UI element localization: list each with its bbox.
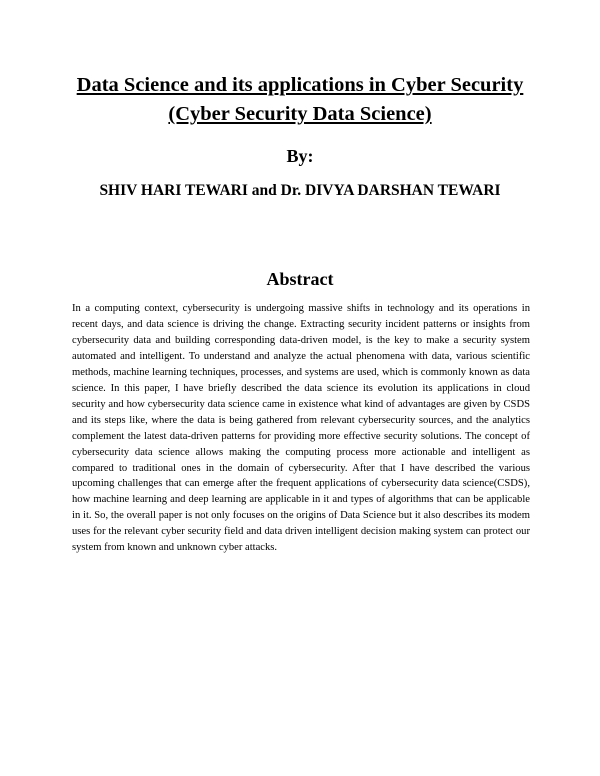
abstract-heading: Abstract [266, 269, 334, 289]
by-label: By: [286, 146, 314, 166]
abstract-body: In a computing context, cybersecurity is undergoing massive shifts in technology and its operations in recent days, and data science is driving the change. Extracting security incident patterns or insights from cybersecurity data and building corresponding data-driven model, is the key to make a security system automated and intelligent. To understand and analyze the actual phenomena with data, various scientific methods, machine learning techniques, processes, and systems are used, which is commonly known as data science. In this paper, I have briefly described the data science its evolution its applications in cloud security and how cybersecurity data science came in existence what kind of advantages are given by CSDS and its steps like, where the data is being gathered from relevant cybersecurity sources, and the analytics complement the latest data-driven patterns for providing more effective security solutions. The concept of cybersecurity data science allows making the computing process more actionable and intelligent as compared to traditional ones in the domain of cybersecurity. After that I have described the various upcoming challenges that can emerge after the frequent applications of cybersecurity data science(CSDS), how machine learning and deep learning are applicable in it and types of algorithms that can be applicable in it. So, the overall paper is not only focuses on the origins of Data Science but it also describes its modem uses for the relevant cyber security field and data driven intelligent decision making system can protect our system from known and unknown cyber attacks. [72, 303, 530, 554]
paper-title: Data Science and its applications in Cyber Security (Cyber Security Data Science) [76, 74, 524, 125]
authors: SHIV HARI TEWARI and Dr. DIVYA DARSHAN TEWARI [99, 182, 501, 199]
